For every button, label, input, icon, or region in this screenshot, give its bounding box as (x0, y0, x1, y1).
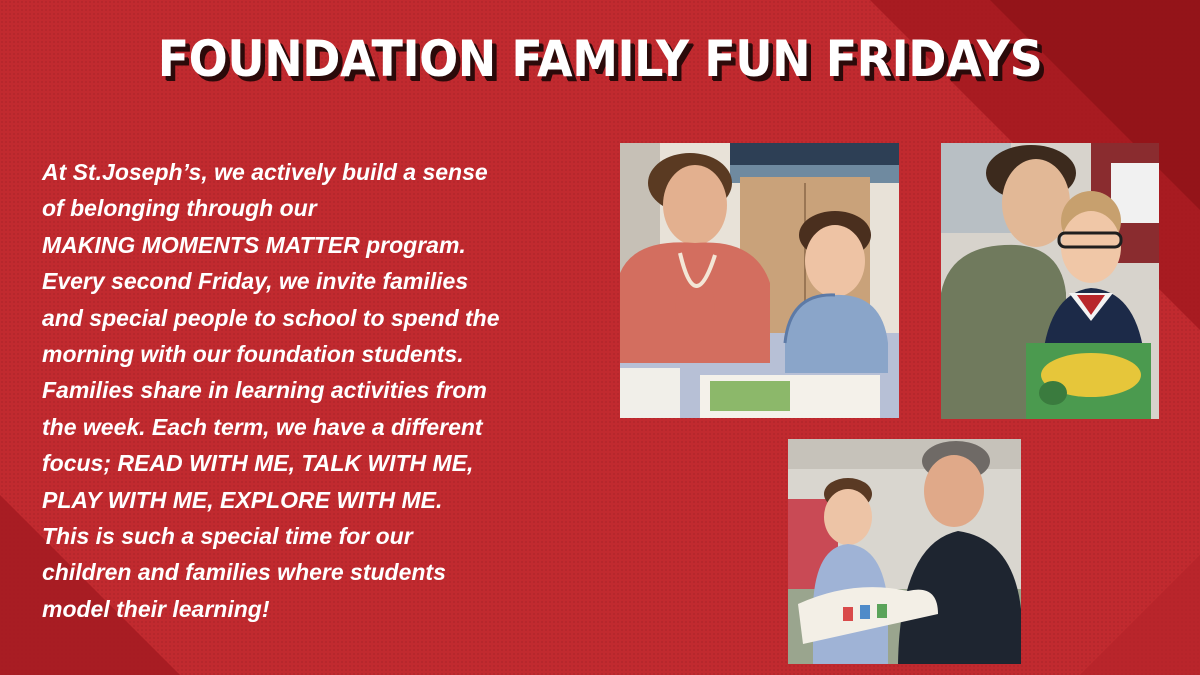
body-line: of belonging through our (42, 195, 317, 222)
body-line: Every second Friday, we invite families (42, 268, 469, 295)
body-line: At St.Joseph’s, we actively build a sense (42, 159, 488, 185)
body-line: the week. Each term, we have a different (42, 413, 483, 440)
body-line: MAKING MOMENTS MATTER program. (42, 231, 466, 258)
body-line: focus; READ WITH ME, TALK WITH ME, (42, 450, 474, 477)
photo-father-and-daughter-reading (788, 439, 1021, 664)
body-line: and special people to school to spend the (42, 304, 500, 331)
body-line: This is such a special time for our (42, 523, 413, 550)
body-line: PLAY WITH ME, EXPLORE WITH ME. (42, 486, 443, 513)
decor-band-bottom-right (1080, 555, 1200, 675)
photo-mother-and-son-with-book (941, 143, 1159, 419)
slide-title: FOUNDATION FAMILY FUN FRIDAYS (157, 30, 1043, 88)
body-text (42, 154, 602, 627)
body-line: model their learning! (42, 595, 270, 622)
body-line: morning with our foundation students. (42, 341, 464, 368)
body-line: children and families where students (42, 559, 446, 586)
body-line: Families share in learning activities from (42, 377, 487, 404)
photo-mother-and-daughter-reading (620, 143, 899, 418)
